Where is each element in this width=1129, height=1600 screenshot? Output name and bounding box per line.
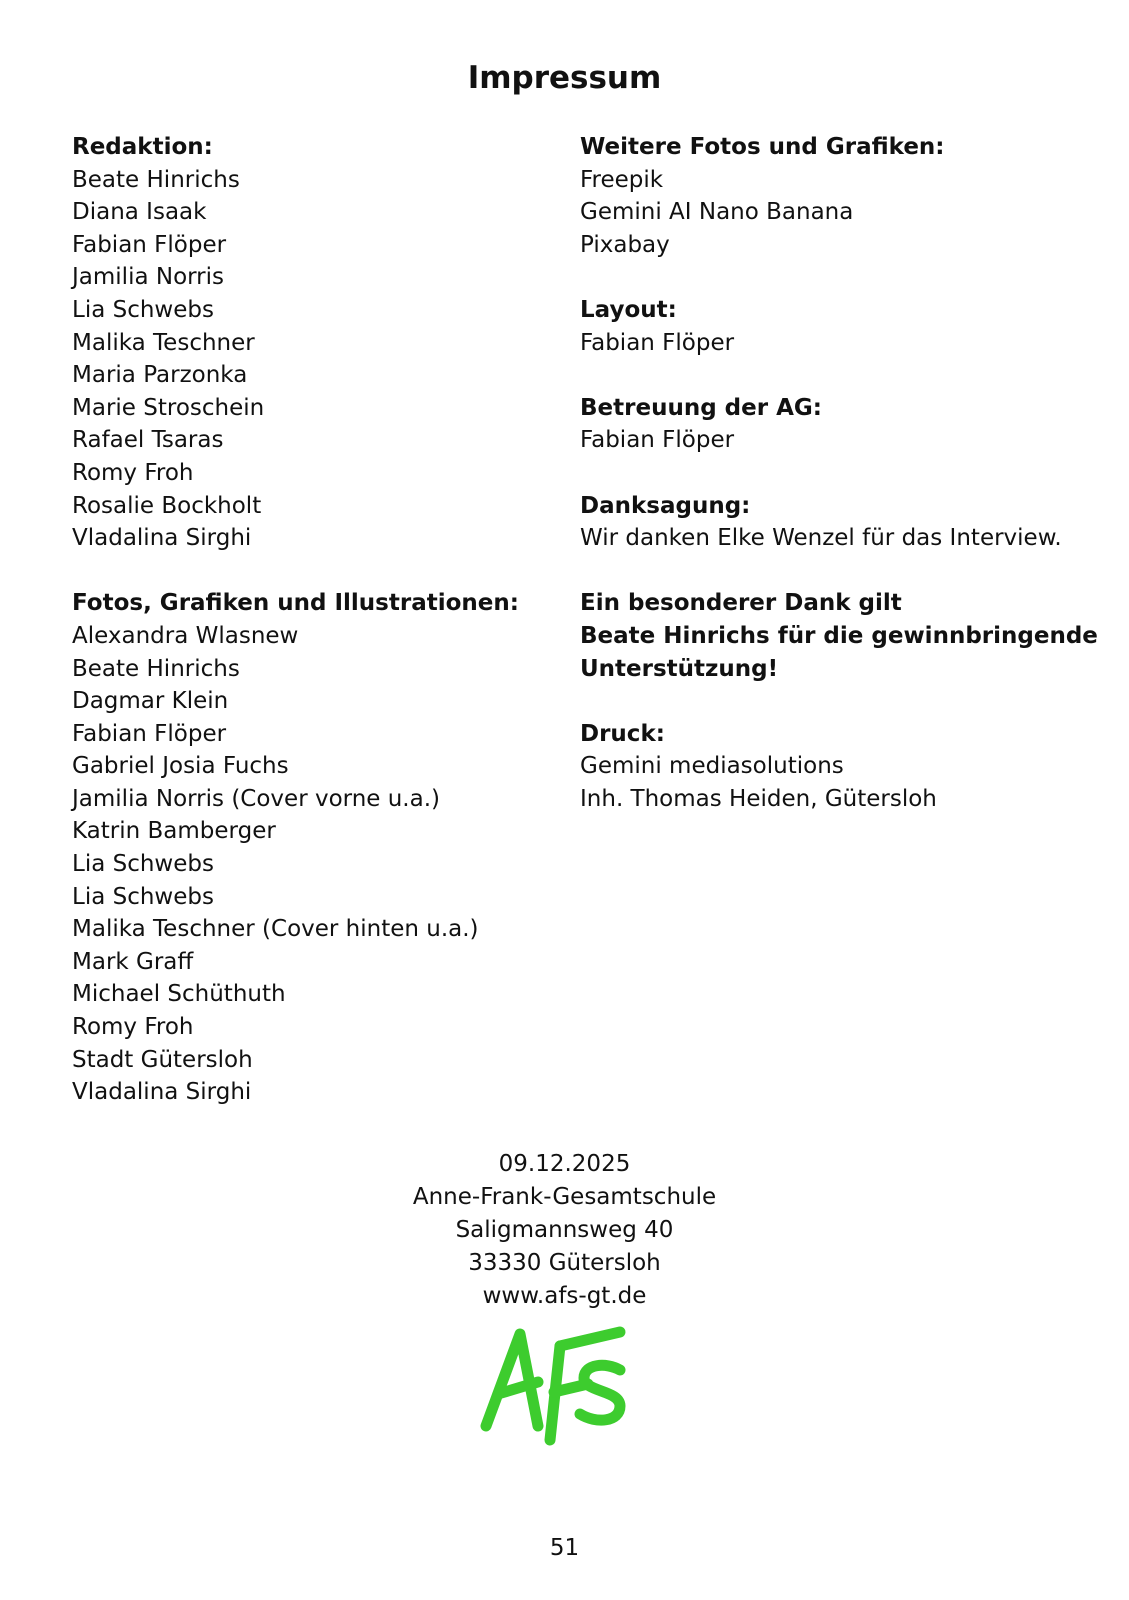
danksagung-heading: Danksagung:	[580, 492, 751, 519]
redaktion-name: Lia Schwebs	[72, 296, 214, 323]
city: 33330 Gütersloh	[468, 1250, 661, 1276]
fotos-name: Lia Schwebs	[72, 883, 214, 910]
street: Saligmannsweg 40	[455, 1217, 674, 1243]
weitere-source: Pixabay	[580, 231, 670, 258]
fotos-name: Vladalina Sirghi	[72, 1079, 252, 1106]
left-column	[72, 131, 552, 1109]
redaktion-name: Malika Teschner	[72, 329, 255, 356]
redaktion-name: Marie Stroschein	[72, 394, 265, 421]
danksagung-text: Wir danken Elke Wenzel für das Interview.	[580, 525, 1062, 552]
website-link[interactable]: www.afs-gt.de	[482, 1283, 647, 1309]
fotos-name: Lia Schwebs	[72, 851, 214, 878]
redaktion-name: Rosalie Bockholt	[72, 492, 262, 519]
school-logo	[480, 1322, 650, 1448]
spacer	[580, 359, 1110, 392]
spacer	[72, 555, 552, 588]
redaktion-name: Romy Froh	[72, 459, 194, 486]
fotos-name: Fabian Flöper	[72, 720, 227, 747]
druck-heading: Druck:	[580, 720, 665, 747]
spacer	[580, 555, 1110, 588]
footer-address	[0, 1148, 1129, 1313]
date: 09.12.2025	[498, 1151, 631, 1177]
redaktion-name: Diana Isaak	[72, 199, 207, 226]
school-name: Anne-Frank-Gesamtschule	[412, 1184, 717, 1210]
fotos-name: Dagmar Klein	[72, 688, 229, 715]
fotos-name: Alexandra Wlasnew	[72, 622, 299, 649]
weitere-source: Freepik	[580, 166, 664, 193]
fotos-name: Beate Hinrichs	[72, 655, 240, 682]
redaktion-name: Rafael Tsaras	[72, 427, 224, 454]
fotos-name: Malika Teschner (Cover hinten u.a.)	[72, 916, 479, 943]
fotos-name: Michael Schüthuth	[72, 981, 286, 1008]
page-title: Impressum	[467, 60, 662, 96]
fotos-name: Katrin Bamberger	[72, 818, 276, 845]
fotos-name: Gabriel Josia Fuchs	[72, 753, 289, 780]
fotos-name: Stadt Gütersloh	[72, 1046, 253, 1073]
page-number: 51	[549, 1535, 580, 1561]
redaktion-name: Jamilia Norris	[72, 264, 225, 291]
logo-strokes	[486, 1332, 620, 1440]
redaktion-heading: Redaktion:	[72, 134, 213, 160]
druck-line: Inh. Thomas Heiden, Gütersloh	[580, 785, 937, 812]
special-thanks-line: Ein besonderer Dank gilt	[580, 590, 902, 617]
fotos-name: Romy Froh	[72, 1014, 194, 1041]
special-thanks-line: Unterstützung!	[580, 655, 779, 682]
redaktion-name: Beate Hinrichs	[72, 166, 240, 193]
special-thanks-line: Beate Hinrichs für die gewinnbringende	[580, 622, 1098, 649]
layout-name: Fabian Flöper	[580, 329, 735, 356]
redaktion-name: Maria Parzonka	[72, 362, 248, 389]
betreuung-name: Fabian Flöper	[580, 427, 735, 454]
right-column	[580, 131, 1110, 815]
redaktion-name: Vladalina Sirghi	[72, 525, 252, 552]
fotos-name: Jamilia Norris (Cover vorne u.a.)	[72, 785, 440, 812]
druck-line: Gemini mediasolutions	[580, 753, 844, 780]
fotos-name: Mark Graff	[72, 948, 194, 975]
redaktion-name: Fabian Flöper	[72, 231, 227, 258]
spacer	[580, 457, 1110, 490]
spacer	[580, 261, 1110, 294]
layout-heading: Layout:	[580, 296, 677, 323]
spacer	[580, 685, 1110, 718]
weitere-source: Gemini AI Nano Banana	[580, 199, 854, 226]
weitere-heading: Weitere Fotos und Grafiken:	[580, 134, 945, 160]
fotos-heading: Fotos, Grafiken und Illustrationen:	[72, 590, 519, 617]
betreuung-heading: Betreuung der AG:	[580, 394, 822, 421]
